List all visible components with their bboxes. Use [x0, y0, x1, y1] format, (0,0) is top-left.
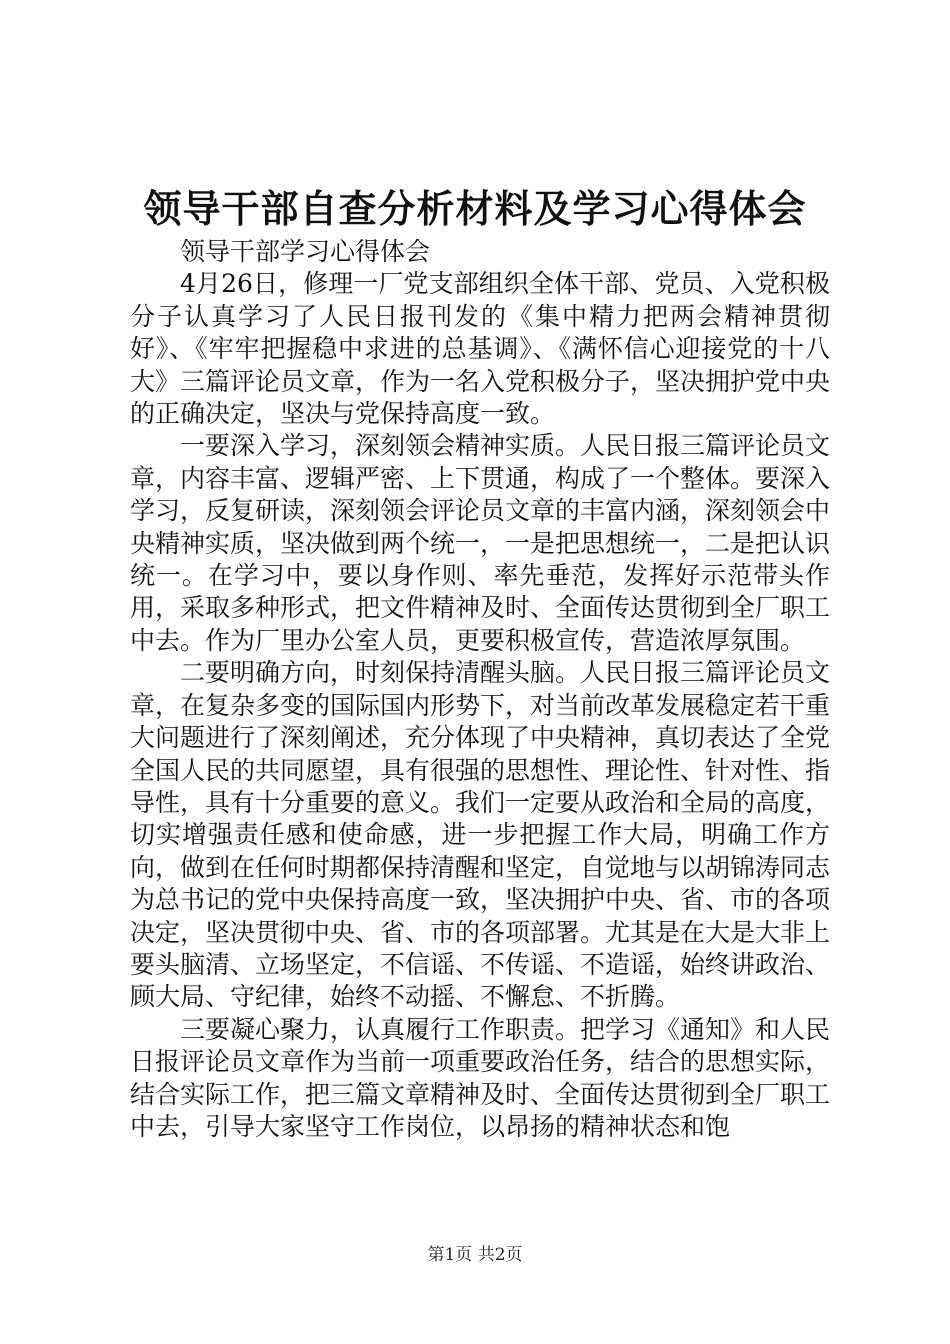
page-footer: 第1页 共2页 [427, 1245, 523, 1265]
paragraph-4: 三要凝心聚力，认真履行工作职责。把学习《通知》和人民日报评论员文章作为当前一项重要政治任务，结合的思想实际，结合实际工作，把三篇文章精神及时、全面传达贯彻到全厂职工中去，引导大家坚守工作岗位，以昂扬的精神状态和饱 [130, 1014, 831, 1141]
document-body [130, 236, 830, 1143]
paragraph-3: 二要明确方向，时刻保持清醒头脑。人民日报三篇评论员文章，在复杂多变的国际国内形势下，对当前改革发展稳定若干重大问题进行了深刻阐述，充分体现了中央精神，真切表达了全党全国人民的共同愿望，具有很强的思想性、理论性、针对性、指导性，具有十分重要的意义。我们一定要从政治和全局的高度，切实增强责任感和使命感，进一步把握工作大局，明确工作方向，做到在任何时期都保持清醒和坚定，自觉地与以胡锦涛同志为总书记的党中央保持高度一致，坚决拥护中央、省、市的各项决定，坚决贯彻中央、省、市的各项部署。尤其是在大是大非上要头脑清、立场坚定，不信谣、不传谣、不造谣，始终讲政治、顾大局、守纪律，始终不动摇、不懈怠、不折腾。 [130, 658, 831, 1012]
paragraph-1: 4月26日，修理一厂党支部组织全体干部、党员、入党积极分子认真学习了人民日报刊发的《集中精力把两会精神贯彻好》、《牢牢把握稳中求进的总基调》、《满怀信心迎接党的十八大》三篇评论员文章，作为一名入党积极分子，坚决拥护党中央的正确决定，坚决与党保持高度一致。 [130, 269, 831, 429]
paragraph-2: 一要深入学习，深刻领会精神实质。人民日报三篇评论员文章，内容丰富、逻辑严密、上下贯通，构成了一个整体。要深入学习，反复研读，深刻领会评论员文章的丰富内涵，深刻领会中央精神实质，坚决做到两个统一，一是把思想统一，二是把认识统一。在学习中，要以身作则、率先垂范，发挥好示范带头作用，采取多种形式，把文件精神及时、全面传达贯彻到全厂职工中去。作为厂里办公室人员，更要积极宣传，营造浓厚氛围。 [130, 431, 831, 655]
document-title: 领导干部自查分析材料及学习心得体会 [143, 186, 807, 231]
document-subtitle: 领导干部学习心得体会 [180, 237, 431, 266]
